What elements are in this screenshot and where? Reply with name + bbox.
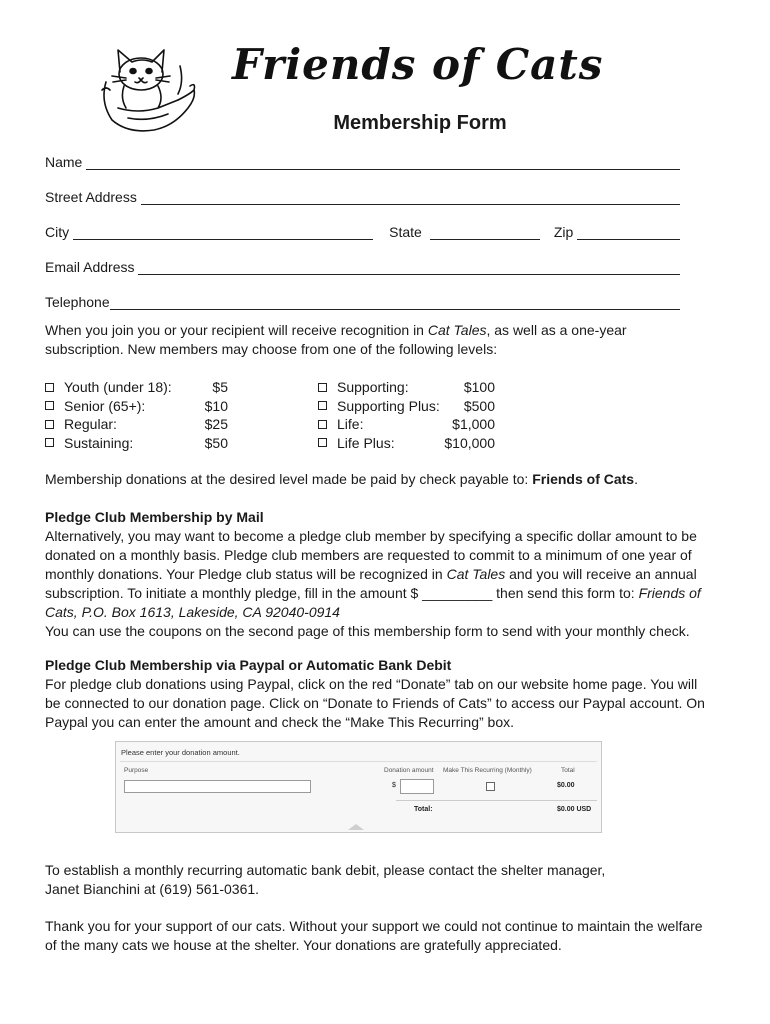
state-line[interactable]	[430, 225, 540, 240]
divider	[396, 800, 597, 801]
checkbox[interactable]	[318, 383, 327, 392]
intro-text: When you join you or your recipient will receive recognition in	[45, 322, 428, 338]
collapse-tab-icon[interactable]	[348, 824, 364, 830]
donation-note-text: Membership donations at the desired level made be paid by check payable to:	[45, 471, 533, 487]
level-name: Life Plus:	[337, 434, 395, 451]
pledge-mail-heading: Pledge Club Membership by Mail	[45, 509, 264, 525]
col-purpose: Purpose	[124, 767, 149, 774]
name-field[interactable]	[45, 150, 680, 170]
zip-line[interactable]	[577, 225, 680, 240]
pledge-paypal-section	[45, 656, 715, 732]
email-field[interactable]	[45, 255, 680, 275]
checkbox[interactable]	[45, 438, 54, 447]
intro-publication: Cat Tales	[427, 322, 487, 338]
bank-line-1: To establish a monthly recurring automatic bank debit, please contact the shelter manager,	[45, 862, 606, 878]
telephone-line[interactable]	[110, 295, 680, 310]
state-label: State	[389, 224, 422, 240]
level-option[interactable]	[318, 434, 495, 453]
name-label: Name	[45, 154, 83, 170]
zip-label: Zip	[553, 224, 574, 240]
divider	[120, 761, 597, 762]
level-option[interactable]	[318, 415, 495, 434]
total-value: $0.00 USD	[557, 806, 592, 813]
city-line[interactable]	[73, 225, 373, 240]
level-amount: $10	[204, 397, 228, 414]
checkbox[interactable]	[318, 438, 327, 447]
intro-paragraph	[45, 321, 675, 359]
level-amount: $25	[204, 416, 228, 432]
email-label: Email Address	[45, 259, 135, 275]
level-option[interactable]	[45, 415, 228, 434]
levels-right	[318, 378, 495, 452]
thanks-paragraph: Thank you for your support of our cats. Without your support we could not continue to maintain the welfare of the many cats we house at the shelter. Your donations are gratefully appreciated.	[45, 918, 703, 953]
coupons-note: You can use the coupons on the second page of this membership form to send with your monthly check.	[45, 623, 690, 639]
level-name: Supporting:	[337, 379, 409, 395]
col-total: Total	[561, 767, 575, 774]
currency-symbol: $	[392, 782, 396, 789]
pledge-mail-p1-end: and you will receive an annual subscription. To initiate a monthly pledge, fill in the amount $ _________ then send this form to:	[45, 566, 697, 601]
row-total: $0.00	[557, 782, 575, 789]
mailing-address: Friends of Cats, P.O. Box 1613, Lakeside, CA 92040-0914	[45, 585, 701, 620]
payee-name: Friends of Cats	[532, 471, 635, 487]
donation-note	[45, 470, 725, 489]
total-label: Total:	[414, 806, 433, 813]
checkbox[interactable]	[318, 401, 327, 410]
level-option[interactable]	[45, 378, 228, 397]
intro-text-end: , as well as a one-year subscription. New members may choose from one of the following levels:	[45, 322, 627, 357]
checkbox[interactable]	[318, 420, 327, 429]
level-amount: $1,000	[452, 416, 495, 432]
checkbox[interactable]	[45, 401, 54, 410]
purpose-input[interactable]	[124, 780, 311, 793]
email-line[interactable]	[138, 260, 680, 275]
pledge-mail-text	[45, 527, 720, 622]
level-name: Supporting Plus:	[337, 397, 440, 414]
city-state-zip-row	[45, 220, 680, 240]
recurring-checkbox[interactable]	[486, 782, 495, 791]
level-option[interactable]	[45, 397, 228, 416]
level-name: Youth (under 18):	[64, 379, 172, 395]
bank-debit-section	[45, 861, 725, 899]
level-option[interactable]	[318, 378, 495, 397]
col-recurring: Make This Recurring (Monthly)	[443, 767, 532, 774]
pledge-paypal-text: For pledge club donations using Paypal, click on the red “Donate” tab on our website home page. You will be connected to our donation page. Click on “Donate to Friends of Cats” to access our Paypal account. On Paypal you can enter the amount and check the “Make This Recurring” box.	[45, 676, 705, 730]
paypal-prompt: Please enter your donation amount.	[121, 748, 240, 757]
paypal-donation-widget	[115, 741, 602, 833]
level-amount: $5	[212, 379, 228, 395]
city-label: City	[45, 224, 70, 240]
col-amount: Donation amount	[384, 767, 434, 774]
page-title: Membership Form	[333, 112, 507, 134]
checkbox[interactable]	[45, 420, 54, 429]
pledge-mail-publication: Cat Tales	[446, 566, 506, 582]
pledge-mail-p1: Alternatively, you may want to become a pledge club member by specifying a specific dollar amount to be donated on a monthly basis. Pledge club members are requested to commit to a minimum of one year of monthly donations. Your Pledge club status will be recognized in	[45, 528, 697, 582]
level-amount: $500	[463, 397, 495, 414]
level-option[interactable]	[45, 434, 228, 453]
name-line[interactable]	[86, 155, 680, 170]
street-label: Street Address	[45, 189, 137, 205]
level-name: Regular:	[64, 416, 117, 432]
bank-line-2: Janet Bianchini at (619) 561-0361.	[45, 881, 260, 897]
pledge-paypal-heading: Pledge Club Membership via Paypal or Automatic Bank Debit	[45, 657, 452, 673]
level-amount: $100	[463, 379, 495, 395]
levels-left	[45, 378, 228, 452]
checkbox[interactable]	[45, 383, 54, 392]
telephone-label: Telephone	[45, 294, 110, 310]
donation-note-end: .	[634, 471, 638, 487]
level-amount: $10,000	[444, 434, 495, 451]
level-name: Senior (65+):	[64, 397, 146, 414]
telephone-field[interactable]	[45, 290, 680, 310]
amount-input[interactable]	[400, 779, 434, 794]
level-option[interactable]	[318, 397, 495, 416]
level-amount: $50	[204, 434, 228, 451]
pledge-mail-section	[45, 508, 725, 641]
street-line[interactable]	[141, 190, 680, 205]
level-name: Life:	[337, 416, 364, 432]
street-field[interactable]	[45, 185, 680, 205]
brand-title: Friends of Cats	[232, 40, 604, 89]
level-name: Sustaining:	[64, 434, 134, 451]
